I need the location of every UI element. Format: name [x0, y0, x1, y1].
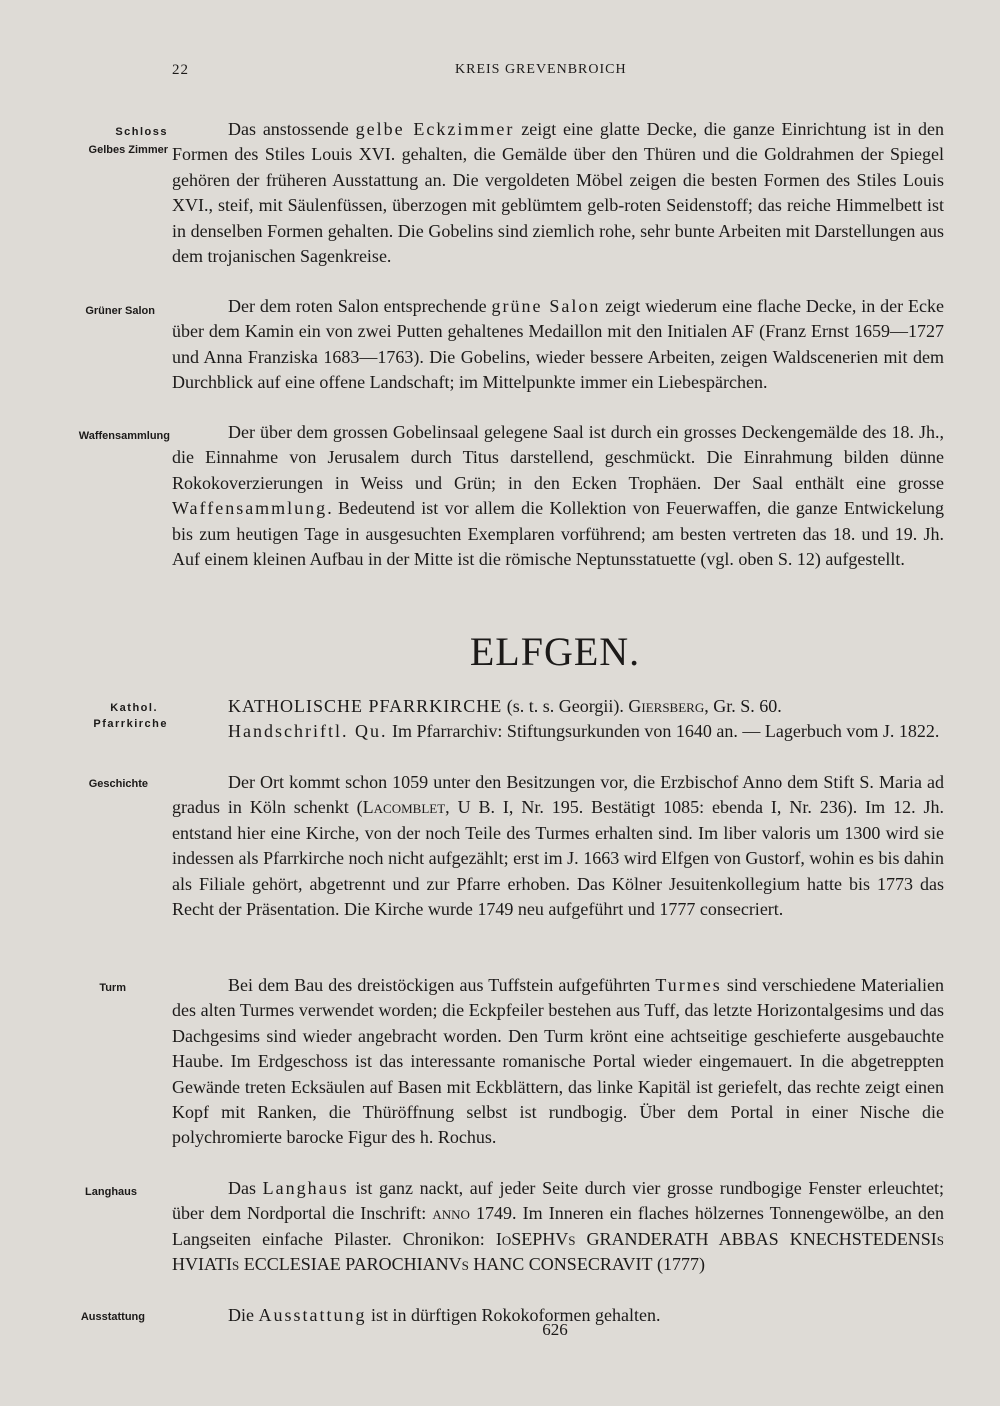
margin-note-geschichte: Geschichte: [88, 778, 148, 790]
page-number-bottom: 626: [542, 1320, 568, 1339]
page-number-top: 22: [172, 62, 189, 78]
paragraph-pfarrkirche-heading: KATHOLISCHE PFARRKIRCHE (s. t. s. Georgii). Giersberg, Gr. S. 60.: [228, 696, 782, 716]
page-header: [0, 62, 1000, 86]
margin-note-ausstattung: Ausstattung: [80, 1311, 145, 1323]
margin-note-pfarrkirche: Pfarrkirche: [93, 718, 168, 730]
margin-note-waffensammlung: Waffensammlung: [78, 430, 170, 442]
paragraph-geschichte: Der Ort kommt schon 1059 unter den Besitzungen vor, die Erzbischof Anno dem Stift S. Maria ad gradus in Köln schenkt (Lacomblet, U B. I, Nr. 195. Bestätigt 1085: ebenda I, Nr. 236). Im 12. Jh. entstand hier eine Kirche, von der noch Teile des Turmes erhalten sind. Im liber valoris um 1300 wird sie indessen als Pfarrkirche noch nicht aufgezählt; erst im J. 1663 wird Elfgen von Gustorf, wohin es bis dahin als Filiale gehört, abgetrennt und zur Pfarre erhoben. Das Kölner Jesuitenkollegium hatte bis 1773 das Recht der Präsentation. Die Kirche wurde 1749 neu aufgeführt und 1777 consecriert.: [172, 772, 944, 920]
paragraph-quellen: Handschriftl. Qu. Im Pfarrarchiv: Stiftungsurkunden von 1640 an. — Lagerbuch vom J. 1822.: [228, 721, 940, 741]
margin-note-kathol: Kathol.: [110, 702, 158, 714]
paragraph-turm: Bei dem Bau des dreistöckigen aus Tuffstein aufgeführten Turmes sind verschiedene Materialien des alten Turmes verwendet worden; die Eckpfeiler bestehen aus Tuff, das letzte Horizontalgesims und das Dachgesims sind wieder angebracht worden. Den Turm krönt eine achtseitige geschieferte ausgebauchte Haube. Im Erdgeschoss ist das interessante romanische Portal wieder eingemauert. In die abgetreppten Gewände treten Ecksäulen auf Basen mit Eckblättern, das linke Kapitäl ist geriefelt, das rechte zeigt einen Kopf mit Ranken, die Thüröffnung selbst ist rundbogig. Über dem Portal in einer Nische die polychromierte barocke Figur des h. Rochus.: [172, 975, 944, 1148]
running-title: KREIS GREVENBROICH: [455, 62, 627, 77]
section-title: ELFGEN.: [469, 629, 641, 674]
margin-note-schloss: Schloss: [115, 126, 168, 138]
paragraph-gelbes-zimmer: Das anstossende gelbe Eckzimmer zeigt eine glatte Decke, die ganze Einrichtung ist in den Formen des Stiles Louis XVI. gehalten, die Gemälde über den Thüren und die Goldrahmen der Spiegel gehören der früheren Ausstattung an. Die vergoldeten Möbel zeigen die besten Formen des Stiles Louis XVI., steif, mit Säulenfüssen, überzogen mit geblümtem gelb-roten Seidenstoff; das reiche Himmelbett ist in denselben Formen gehalten. Die Gobelins sind ziemlich rohe, sehr bunte Arbeiten mit Darstellungen aus dem trojanischen Sagenkreise.: [172, 119, 944, 267]
paragraph-langhaus: Das Langhaus ist ganz nackt, auf jeder Seite durch vier grosse rundbogige Fenster erleuchtet; über dem Nordportal die Inschrift: anno 1749. Im Inneren ein flaches hölzernes Tonnengewölbe, an den Langseiten einfache Pilaster. Chronikon: IoSEPHVs GRANDERATH ABBAS KNECHSTEDENSIs HVIATIs ECCLESIAE PAROCHIANVs HANC CONSECRAVIT (1777): [172, 1178, 945, 1275]
margin-note-langhaus: Langhaus: [85, 1186, 137, 1198]
margin-note-gruener-salon: Grüner Salon: [85, 305, 155, 317]
paragraph-ausstattung: Die Ausstattung ist in dürftigen Rokokoformen gehalten.: [228, 1305, 661, 1325]
paragraph-gruener-salon: Der dem roten Salon entsprechende grüne Salon zeigt wiederum eine flache Decke, in der Ecke über dem Kamin ein von zwei Putten gehaltenes Medaillon mit den Initialen AF (Franz Ernst 1659—1727 und Anna Franziska 1683—1763). Die Gobelins, wieder bessere Arbeiten, zeigen Waldscenerien mit dem Durchblick auf eine offene Landschaft; im Mittelpunkte immer ein Liebespärchen.: [172, 296, 945, 393]
paragraph-waffensammlung: Der über dem grossen Gobelinsaal gelegene Saal ist durch ein grosses Deckengemälde des 18. Jh., die Einnahme von Jerusalem durch Titus darstellend, geschmückt. Die Einrahmung bilden dünne Rokokoverzierungen in Weiss und Grün; in den Ecken Trophäen. Der Saal enthält eine grosse Waffensammlung. Bedeutend ist vor allem die Kollektion von Feuerwaffen, die ganze Entwickelung bis zum heutigen Tage in ausgesuchten Exemplaren vorführend; am besten vertreten das 18. und 19. Jh. Auf einem kleinen Aufbau in der Mitte ist die römische Neptunsstatuette (vgl. oben S. 12) aufgestellt.: [172, 422, 944, 570]
margin-note-turm: Turm: [99, 982, 126, 994]
margin-note-gelbes-zimmer: Gelbes Zimmer: [88, 144, 168, 156]
